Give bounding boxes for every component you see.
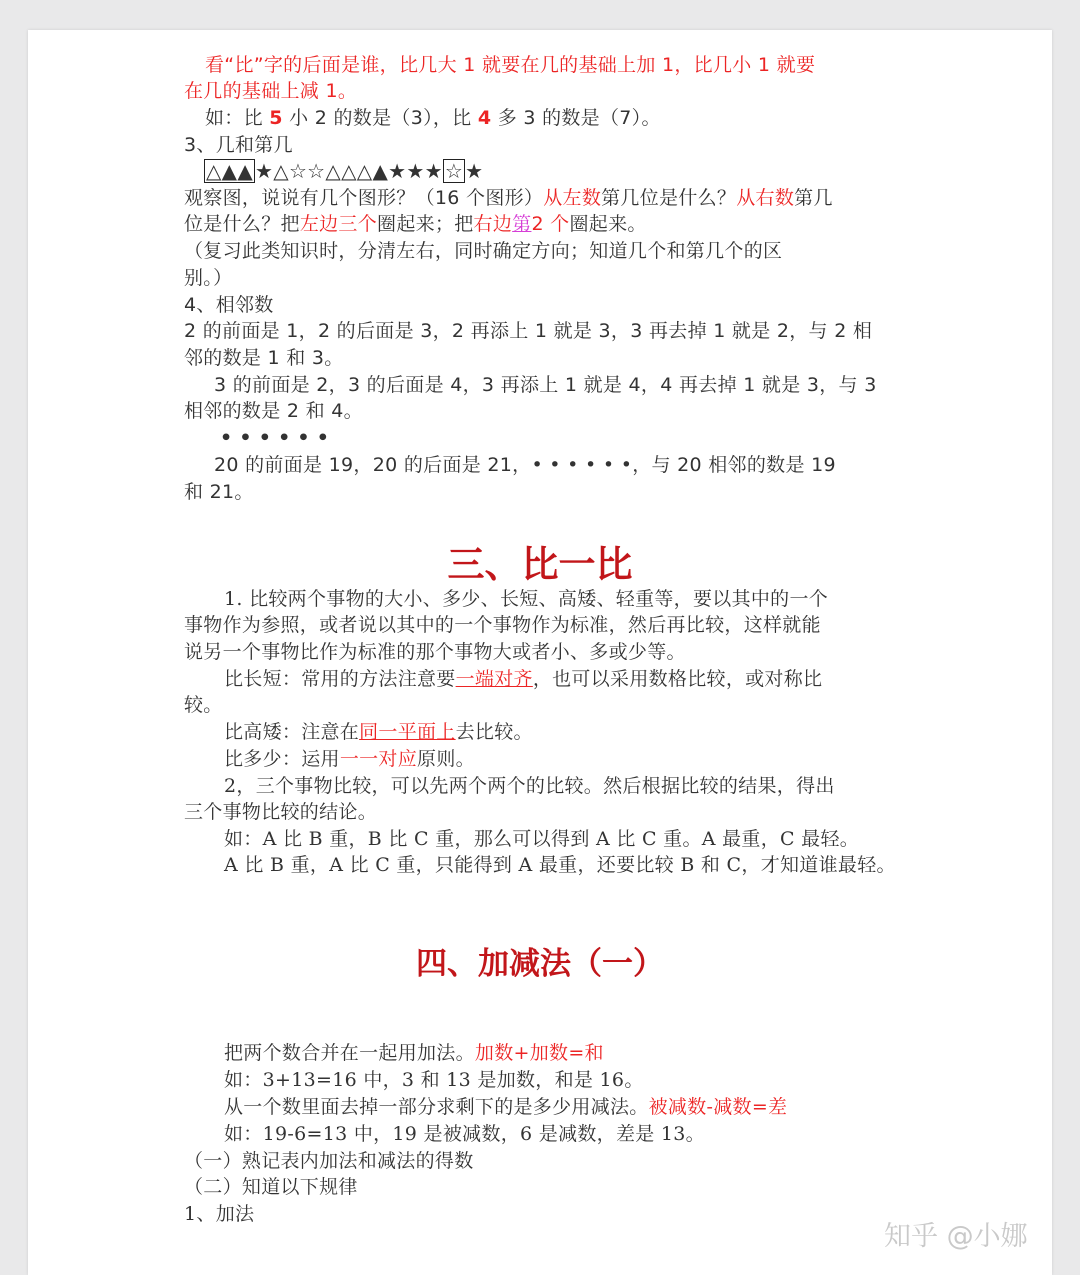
adjacent-line-5: 20 的前面是 19，20 的后面是 21，• • • • • •，与 20 相邻的数是 19 (214, 454, 836, 476)
compare-amount-line: 比多少：运用一一对应原则。 (224, 748, 475, 770)
compare-p1-line-1: 1. 比较两个事物的大小、多少、长短、高矮、轻重等，要以其中的一个 (224, 588, 829, 610)
rule-line-2: 在几的基础上减 1。 (184, 80, 358, 102)
subtraction-definition: 从一个数里面去掉一部分求剩下的是多少用减法。被减数-减数=差 (224, 1096, 788, 1118)
addition-definition: 把两个数合并在一起用加法。加数+加数=和 (224, 1042, 604, 1064)
observe-line-2: 位是什么？把左边三个圈起来；把右边第2 个圈起来。 (184, 213, 647, 235)
observe-line-1: 观察图，说说有几个图形？（16 个图形）从左数第几位是什么？从右数第几 (184, 187, 833, 209)
compare-p2-line-2: 三个事物比较的结论。 (184, 801, 378, 823)
note-line-2: 别。） (184, 267, 233, 289)
chapter-heading-compare: 三、比一比 (447, 542, 633, 586)
compare-example-1: 如：A 比 B 重，B 比 C 重，那么可以得到 A 比 C 重。A 最重，C 最轻。 (224, 828, 860, 850)
note-line-1: （复习此类知识时，分清左右，同时确定方向；知道几个和第几个的区 (184, 240, 783, 262)
star-icon: ★ (465, 159, 484, 183)
adjacent-line-1: 2 的前面是 1，2 的后面是 3，2 再添上 1 就是 3，3 再去掉 1 就是 2，与 2 相 (184, 320, 873, 342)
adjacent-line-4: 相邻的数是 2 和 4。 (184, 400, 363, 422)
compare-height-line: 比高矮：注意在同一平面上去比较。 (224, 721, 533, 743)
example-line: 如：比 5 小 2 的数是（3），比 4 多 3 的数是（7）。 (205, 107, 661, 129)
addition-example: 如：3+13=16 中，3 和 13 是加数，和是 16。 (224, 1069, 644, 1091)
ellipsis-dots: • • • • • • (220, 427, 330, 449)
shape-sequence: ★△☆☆△△△▲★★★ (255, 159, 443, 183)
list-item-memorize: （一）熟记表内加法和减法的得数 (184, 1150, 474, 1172)
adjacent-line-3: 3 的前面是 2，3 的后面是 4，3 再添上 1 就是 4，4 再去掉 1 就是 3，与 3 (214, 374, 877, 396)
compare-p1-line-3: 说另一个事物比作为标准的那个事物大或者小、多或少等。 (184, 641, 686, 663)
list-item-addition: 1、加法 (184, 1203, 255, 1225)
boxed-star-icon: ☆ (444, 159, 464, 183)
chapter-heading-add-subtract: 四、加减法（一） (416, 946, 664, 982)
subtraction-example: 如：19-6=13 中，19 是被减数，6 是减数，差是 13。 (224, 1123, 705, 1145)
compare-p1-line-2: 事物作为参照，或者说以其中的一个事物作为标准，然后再比较，这样就能 (184, 614, 821, 636)
section-title-ji-he-di-ji: 3、几和第几 (184, 134, 293, 156)
compare-length-line: 比长短：常用的方法注意要一端对齐，也可以采用数格比较，或对称比 (224, 668, 823, 690)
compare-p2-line-1: 2，三个事物比较，可以先两个两个的比较。然后根据比较的结果，得出 (224, 775, 835, 797)
section-title-adjacent-numbers: 4、相邻数 (184, 294, 274, 316)
boxed-shape-group: △▲▲ (206, 159, 254, 183)
compare-length-line-2: 较。 (184, 694, 223, 716)
compare-example-2: A 比 B 重，A 比 C 重，只能得到 A 最重，还要比较 B 和 C，才知道谁最轻。 (224, 854, 896, 876)
zhihu-watermark: 知乎 @小娜 (884, 1221, 1028, 1252)
adjacent-line-6: 和 21。 (184, 481, 254, 503)
shape-row (204, 158, 483, 184)
list-item-rules: （二）知道以下规律 (184, 1176, 358, 1198)
adjacent-line-2: 邻的数是 1 和 3。 (184, 347, 344, 369)
rule-line-1: 看“比”字的后面是谁，比几大 1 就要在几的基础上加 1，比几小 1 就要 (205, 54, 816, 76)
